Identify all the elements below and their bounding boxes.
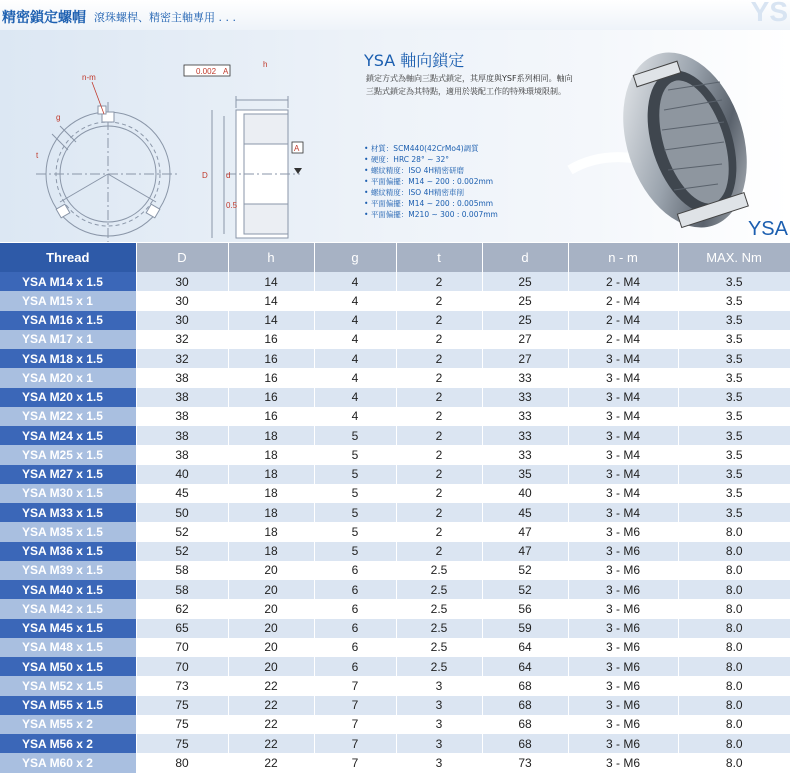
- table-cell: 8.0: [678, 580, 790, 599]
- table-row: [0, 561, 790, 580]
- table-cell: 65: [136, 619, 228, 638]
- table-cell: 45: [136, 484, 228, 503]
- table-row: [0, 465, 790, 484]
- thread-cell: YSA M20 x 1.5: [0, 388, 136, 407]
- spec-item: • 螺紋精度：ISO 4H精密車削: [364, 187, 498, 198]
- table-cell: 7: [314, 753, 396, 772]
- table-cell: 2.5: [396, 599, 482, 618]
- table-cell: 5: [314, 503, 396, 522]
- thread-cell: YSA M45 x 1.5: [0, 619, 136, 638]
- table-cell: 5: [314, 426, 396, 445]
- table-cell: 22: [228, 734, 314, 753]
- tolerance-value: 0.002: [196, 67, 217, 76]
- table-cell: 6: [314, 619, 396, 638]
- table-cell: 16: [228, 330, 314, 349]
- thread-cell: YSA M35 x 1.5: [0, 522, 136, 541]
- series-watermark: YSA: [747, 218, 788, 240]
- table-cell: 3 - M6: [568, 753, 678, 772]
- table-cell: 58: [136, 580, 228, 599]
- table-cell: 3: [396, 696, 482, 715]
- table-cell: 18: [228, 465, 314, 484]
- col-header-D: D: [136, 243, 228, 272]
- table-cell: 38: [136, 445, 228, 464]
- table-cell: 32: [136, 330, 228, 349]
- table-cell: 18: [228, 542, 314, 561]
- table-cell: 52: [136, 522, 228, 541]
- spec-item: • 平面偏擺：M210 ~ 300 : 0.007mm: [364, 209, 498, 220]
- thread-cell: YSA M24 x 1.5: [0, 426, 136, 445]
- table-cell: 8.0: [678, 696, 790, 715]
- table-cell: 22: [228, 715, 314, 734]
- table-cell: 68: [482, 696, 568, 715]
- table-cell: 8.0: [678, 638, 790, 657]
- table-cell: 25: [482, 272, 568, 291]
- table-cell: 2: [396, 503, 482, 522]
- table-row: [0, 330, 790, 349]
- table-cell: 5: [314, 542, 396, 561]
- table-cell: 35: [482, 465, 568, 484]
- thread-cell: YSA M56 x 2: [0, 734, 136, 753]
- table-cell: 75: [136, 715, 228, 734]
- table-row: [0, 368, 790, 387]
- table-cell: 38: [136, 368, 228, 387]
- table-row: [0, 503, 790, 522]
- brand-watermark: YS: [750, 0, 788, 27]
- table-cell: 16: [228, 407, 314, 426]
- thread-cell: YSA M52 x 1.5: [0, 676, 136, 695]
- table-cell: 3 - M6: [568, 542, 678, 561]
- table-cell: 64: [482, 657, 568, 676]
- table-cell: 25: [482, 291, 568, 310]
- table-cell: 3 - M6: [568, 734, 678, 753]
- col-header-d: d: [482, 243, 568, 272]
- table-cell: 3 - M4: [568, 368, 678, 387]
- table-cell: 2: [396, 330, 482, 349]
- table-cell: 59: [482, 619, 568, 638]
- table-cell: 14: [228, 311, 314, 330]
- table-cell: 3.5: [678, 388, 790, 407]
- thread-cell: YSA M30 x 1.5: [0, 484, 136, 503]
- table-row: [0, 445, 790, 464]
- table-cell: 50: [136, 503, 228, 522]
- table-cell: 2: [396, 291, 482, 310]
- spec-item: • 平面偏擺：M14 ~ 200 : 0.002mm: [364, 176, 498, 187]
- table-cell: 20: [228, 619, 314, 638]
- table-row: [0, 638, 790, 657]
- table-cell: 8.0: [678, 657, 790, 676]
- table-cell: 3 - M6: [568, 522, 678, 541]
- table-cell: 6: [314, 599, 396, 618]
- table-cell: 47: [482, 522, 568, 541]
- label-D: D: [202, 171, 208, 180]
- table-cell: 3.5: [678, 445, 790, 464]
- table-cell: 2: [396, 465, 482, 484]
- table-cell: 3 - M6: [568, 715, 678, 734]
- table-cell: 2: [396, 388, 482, 407]
- thread-cell: YSA M39 x 1.5: [0, 561, 136, 580]
- table-cell: 8.0: [678, 734, 790, 753]
- table-cell: 6: [314, 638, 396, 657]
- table-cell: 3.5: [678, 484, 790, 503]
- thread-cell: YSA M20 x 1: [0, 368, 136, 387]
- table-cell: 52: [482, 561, 568, 580]
- table-cell: 7: [314, 676, 396, 695]
- table-cell: 3 - M6: [568, 599, 678, 618]
- table-cell: 33: [482, 368, 568, 387]
- table-cell: 40: [482, 484, 568, 503]
- label-d: d: [226, 171, 231, 180]
- table-cell: 47: [482, 542, 568, 561]
- thread-cell: YSA M55 x 1.5: [0, 696, 136, 715]
- table-cell: 20: [228, 599, 314, 618]
- table-cell: 16: [228, 368, 314, 387]
- table-row: [0, 657, 790, 676]
- table-header-row: [0, 243, 790, 272]
- label-h: h: [263, 60, 268, 69]
- table-row: [0, 734, 790, 753]
- thread-cell: YSA M36 x 1.5: [0, 542, 136, 561]
- table-row: [0, 349, 790, 368]
- thread-cell: YSA M17 x 1: [0, 330, 136, 349]
- table-cell: 2: [396, 426, 482, 445]
- table-cell: 75: [136, 696, 228, 715]
- table-cell: 2: [396, 368, 482, 387]
- table-cell: 3: [396, 715, 482, 734]
- table-cell: 40: [136, 465, 228, 484]
- technical-drawing: [0, 30, 340, 242]
- table-cell: 33: [482, 426, 568, 445]
- table-cell: 3 - M6: [568, 619, 678, 638]
- thread-cell: YSA M55 x 2: [0, 715, 136, 734]
- table-cell: 52: [482, 580, 568, 599]
- table-row: [0, 715, 790, 734]
- table-row: [0, 484, 790, 503]
- table-row: [0, 696, 790, 715]
- table-cell: 3.5: [678, 291, 790, 310]
- table-cell: 3 - M4: [568, 426, 678, 445]
- table-cell: 27: [482, 330, 568, 349]
- table-cell: 4: [314, 388, 396, 407]
- table-cell: 30: [136, 272, 228, 291]
- table-cell: 7: [314, 696, 396, 715]
- table-cell: 3 - M4: [568, 388, 678, 407]
- table-cell: 2: [396, 522, 482, 541]
- table-cell: 68: [482, 676, 568, 695]
- col-header-h: h: [228, 243, 314, 272]
- table-cell: 32: [136, 349, 228, 368]
- table-body: [0, 272, 790, 773]
- datum-label: A: [294, 144, 300, 153]
- table-cell: 20: [228, 561, 314, 580]
- table-cell: 8.0: [678, 619, 790, 638]
- thread-cell: YSA M14 x 1.5: [0, 272, 136, 291]
- table-cell: 64: [482, 638, 568, 657]
- col-header-t: t: [396, 243, 482, 272]
- table-cell: 2.5: [396, 657, 482, 676]
- table-cell: 6: [314, 561, 396, 580]
- table-cell: 3.5: [678, 426, 790, 445]
- table-cell: 8.0: [678, 522, 790, 541]
- table-cell: 5: [314, 445, 396, 464]
- table-cell: 73: [136, 676, 228, 695]
- table-row: [0, 580, 790, 599]
- table-cell: 16: [228, 388, 314, 407]
- table-cell: 14: [228, 272, 314, 291]
- table-cell: 2.5: [396, 619, 482, 638]
- thread-cell: YSA M15 x 1: [0, 291, 136, 310]
- table-row: [0, 599, 790, 618]
- table-row: [0, 388, 790, 407]
- table-row: [0, 272, 790, 291]
- table-cell: 3 - M6: [568, 657, 678, 676]
- table-cell: 30: [136, 291, 228, 310]
- table-row: [0, 407, 790, 426]
- table-cell: 3 - M4: [568, 503, 678, 522]
- table-cell: 4: [314, 330, 396, 349]
- table-cell: 2.5: [396, 638, 482, 657]
- col-header-max-nm: MAX. Nm: [678, 243, 790, 272]
- table-cell: 18: [228, 503, 314, 522]
- label-g: g: [56, 113, 61, 122]
- table-cell: 2 - M4: [568, 272, 678, 291]
- chamfer-label: 0.5: [226, 201, 238, 210]
- table-cell: 22: [228, 753, 314, 772]
- thread-cell: YSA M50 x 1.5: [0, 657, 136, 676]
- col-header-g: g: [314, 243, 396, 272]
- table-cell: 2: [396, 349, 482, 368]
- table-cell: 3 - M4: [568, 484, 678, 503]
- page-title: 精密鎖定螺帽: [2, 10, 86, 26]
- table-cell: 7: [314, 715, 396, 734]
- table-cell: 5: [314, 484, 396, 503]
- table-row: [0, 619, 790, 638]
- table-cell: 68: [482, 734, 568, 753]
- table-cell: 2 - M4: [568, 330, 678, 349]
- thread-cell: YSA M33 x 1.5: [0, 503, 136, 522]
- table-cell: 2: [396, 484, 482, 503]
- table-cell: 7: [314, 734, 396, 753]
- table-cell: 8.0: [678, 753, 790, 772]
- table-cell: 27: [482, 349, 568, 368]
- table-cell: 3 - M6: [568, 561, 678, 580]
- table-row: [0, 753, 790, 772]
- table-cell: 3: [396, 734, 482, 753]
- table-cell: 33: [482, 407, 568, 426]
- table-cell: 38: [136, 407, 228, 426]
- table-row: [0, 542, 790, 561]
- table-cell: 3 - M4: [568, 465, 678, 484]
- product-hero: [0, 30, 790, 242]
- table-cell: 20: [228, 580, 314, 599]
- tolerance-ref: A: [223, 67, 229, 76]
- table-cell: 80: [136, 753, 228, 772]
- table-cell: 38: [136, 426, 228, 445]
- table-cell: 3 - M4: [568, 445, 678, 464]
- table-cell: 6: [314, 580, 396, 599]
- table-cell: 3 - M4: [568, 349, 678, 368]
- table-row: [0, 291, 790, 310]
- table-cell: 3 - M6: [568, 638, 678, 657]
- table-cell: 6: [314, 657, 396, 676]
- label-nm: n-m: [82, 73, 96, 82]
- table-cell: 3.5: [678, 407, 790, 426]
- table-cell: 2: [396, 445, 482, 464]
- table-cell: 33: [482, 445, 568, 464]
- table-cell: 18: [228, 522, 314, 541]
- table-cell: 2 - M4: [568, 291, 678, 310]
- table-cell: 2.5: [396, 580, 482, 599]
- product-photo: [560, 30, 790, 242]
- table-cell: 8.0: [678, 599, 790, 618]
- thread-cell: YSA M42 x 1.5: [0, 599, 136, 618]
- table-cell: 68: [482, 715, 568, 734]
- table-cell: 3.5: [678, 311, 790, 330]
- table-cell: 2: [396, 272, 482, 291]
- table-row: [0, 676, 790, 695]
- table-cell: 2: [396, 311, 482, 330]
- table-cell: 2: [396, 407, 482, 426]
- table-cell: 30: [136, 311, 228, 330]
- table-cell: 14: [228, 291, 314, 310]
- table-cell: 2.5: [396, 561, 482, 580]
- table-cell: 4: [314, 368, 396, 387]
- table-cell: 3.5: [678, 349, 790, 368]
- table-cell: 5: [314, 522, 396, 541]
- thread-cell: YSA M60 x 2: [0, 753, 136, 772]
- thread-cell: YSA M40 x 1.5: [0, 580, 136, 599]
- table-cell: 70: [136, 657, 228, 676]
- table-cell: 3 - M6: [568, 676, 678, 695]
- table-cell: 2 - M4: [568, 311, 678, 330]
- table-row: [0, 522, 790, 541]
- table-cell: 4: [314, 407, 396, 426]
- table-cell: 3 - M4: [568, 407, 678, 426]
- table-cell: 3.5: [678, 465, 790, 484]
- table-row: [0, 426, 790, 445]
- table-cell: 25: [482, 311, 568, 330]
- thread-cell: YSA M27 x 1.5: [0, 465, 136, 484]
- table-cell: 2: [396, 542, 482, 561]
- table-cell: 3.5: [678, 368, 790, 387]
- table-cell: 16: [228, 349, 314, 368]
- table-cell: 20: [228, 657, 314, 676]
- spec-item: • 材質：SCM440(42CrMo4)調質: [364, 143, 498, 154]
- spec-table: [0, 243, 790, 773]
- table-cell: 8.0: [678, 676, 790, 695]
- col-header-thread: Thread: [0, 243, 136, 272]
- table-cell: 8.0: [678, 715, 790, 734]
- table-cell: 18: [228, 445, 314, 464]
- table-cell: 56: [482, 599, 568, 618]
- table-cell: 62: [136, 599, 228, 618]
- thread-cell: YSA M16 x 1.5: [0, 311, 136, 330]
- table-cell: 4: [314, 311, 396, 330]
- table-cell: 4: [314, 272, 396, 291]
- table-cell: 58: [136, 561, 228, 580]
- table-cell: 33: [482, 388, 568, 407]
- table-cell: 52: [136, 542, 228, 561]
- table-cell: 18: [228, 426, 314, 445]
- spec-item: • 螺紋精度：ISO 4H精密研磨: [364, 165, 498, 176]
- label-t: t: [36, 151, 39, 160]
- product-description: 鎖定方式為軸向三點式鎖定，其厚度與YSF系列相同。軸向三點式鎖定為其特點，適用於裝配工作的特殊環境限制。: [366, 74, 573, 96]
- table-cell: 8.0: [678, 561, 790, 580]
- col-header-nm: n - m: [568, 243, 678, 272]
- table-cell: 3: [396, 753, 482, 772]
- spec-item: • 硬度：HRC 28° ~ 32°: [364, 154, 498, 165]
- thread-cell: YSA M25 x 1.5: [0, 445, 136, 464]
- table-cell: 22: [228, 696, 314, 715]
- table-cell: 73: [482, 753, 568, 772]
- spec-list: [364, 143, 498, 220]
- page-subtitle: 滾珠螺桿、精密主軸專用 . . .: [94, 11, 236, 24]
- product-title: YSA 軸向鎖定: [364, 51, 465, 70]
- thread-cell: YSA M48 x 1.5: [0, 638, 136, 657]
- table-cell: 45: [482, 503, 568, 522]
- table-cell: 3.5: [678, 503, 790, 522]
- table-cell: 75: [136, 734, 228, 753]
- thread-cell: YSA M22 x 1.5: [0, 407, 136, 426]
- spec-item: • 平面偏擺：M14 ~ 200 : 0.005mm: [364, 198, 498, 209]
- table-cell: 5: [314, 465, 396, 484]
- table-cell: 70: [136, 638, 228, 657]
- table-cell: 4: [314, 291, 396, 310]
- table-cell: 22: [228, 676, 314, 695]
- table-cell: 8.0: [678, 542, 790, 561]
- table-cell: 4: [314, 349, 396, 368]
- table-row: [0, 311, 790, 330]
- table-cell: 18: [228, 484, 314, 503]
- table-cell: 3 - M6: [568, 580, 678, 599]
- table-cell: 3: [396, 676, 482, 695]
- table-cell: 38: [136, 388, 228, 407]
- table-cell: 20: [228, 638, 314, 657]
- table-cell: 3.5: [678, 330, 790, 349]
- table-cell: 3.5: [678, 272, 790, 291]
- table-cell: 3 - M6: [568, 696, 678, 715]
- thread-cell: YSA M18 x 1.5: [0, 349, 136, 368]
- page-header: [0, 0, 790, 30]
